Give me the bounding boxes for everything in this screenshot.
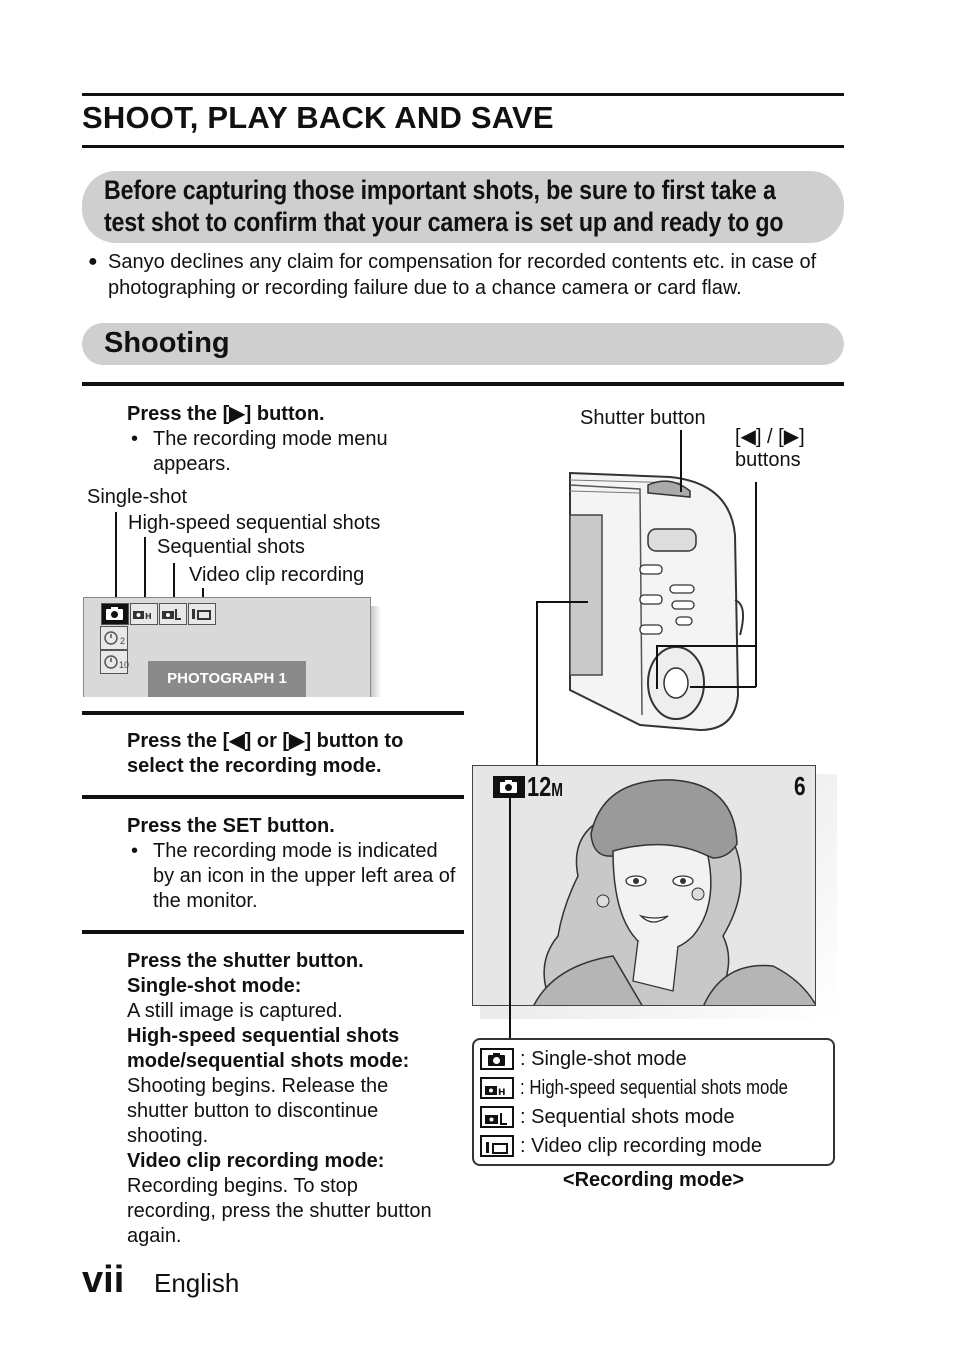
step-3-bullet-text: The recording mode is indicated by an icon in the upper left area of the monitor. bbox=[153, 840, 456, 912]
step-4 bbox=[127, 949, 452, 1249]
warning-line-2: test shot to confirm that your camera is set up and ready to go bbox=[104, 207, 784, 237]
legend-sequential-icon bbox=[480, 1106, 514, 1128]
step-divider-1 bbox=[82, 711, 464, 715]
step-2-line-2: select the recording mode. bbox=[127, 755, 382, 777]
recording-mode-legend bbox=[472, 1038, 835, 1166]
shooting-rule bbox=[82, 382, 844, 386]
sequential-mode-heading-1: High-speed sequential shots bbox=[127, 1025, 400, 1047]
legend-caption: <Recording mode> bbox=[562, 1169, 745, 1191]
bullet-mark: • bbox=[131, 428, 139, 450]
photograph-1-image-tag: PHOTOGRAPH 1 bbox=[148, 661, 306, 697]
video-clip-icon bbox=[188, 603, 216, 625]
shooting-heading: Shooting bbox=[104, 327, 230, 359]
leader-single bbox=[115, 512, 117, 604]
lcd-leader-v bbox=[536, 601, 538, 765]
monitor-icon-leader bbox=[509, 797, 511, 1040]
video-mode-heading: Video clip recording mode: bbox=[127, 1150, 385, 1172]
warning-line-1: Before capturing those important shots, be sure to first take a bbox=[104, 175, 776, 205]
arrow-buttons-label-2: buttons bbox=[735, 449, 801, 471]
sequential-mode-heading-2: mode/sequential shots mode: bbox=[127, 1050, 410, 1072]
step-3 bbox=[127, 814, 457, 914]
step-divider-2 bbox=[82, 795, 464, 799]
sequential-shots-icon bbox=[159, 603, 187, 625]
lcd-leader-h bbox=[536, 601, 588, 603]
monitor-screen bbox=[472, 765, 816, 1006]
language-label: English bbox=[154, 1268, 240, 1298]
step-2-line-1: Press the [◀] or [▶] button to bbox=[127, 730, 404, 752]
step-2 bbox=[127, 729, 457, 779]
step-4-heading: Press the shutter button. bbox=[127, 950, 364, 972]
single-shot-icon bbox=[101, 603, 129, 625]
step-3-bullet bbox=[127, 839, 457, 914]
step-1-heading: Press the [▶] button. bbox=[127, 403, 325, 425]
single-shot-mode-text: A still image is captured. bbox=[127, 1000, 343, 1022]
portrait-illustration bbox=[473, 766, 816, 1006]
self-timer-10-label: 10 bbox=[119, 660, 130, 670]
single-shot-mode-heading: Single-shot mode: bbox=[127, 975, 302, 997]
arrow-buttons-label-1: [◀] / [▶] bbox=[735, 426, 805, 448]
resolution-indicator bbox=[527, 771, 563, 803]
monitor-single-shot-icon bbox=[493, 776, 525, 798]
shutter-button-label: Shutter button bbox=[580, 407, 706, 429]
legend-sequential-text: : Sequential shots mode bbox=[520, 1106, 735, 1128]
sequential-mode-text: Shooting begins. Release the shutter button to discontinue shooting. bbox=[127, 1075, 389, 1147]
label-single-shot: Single-shot bbox=[87, 486, 188, 508]
step-divider-3 bbox=[82, 930, 464, 934]
legend-single-text: : Single-shot mode bbox=[520, 1048, 687, 1070]
svg-text:H: H bbox=[145, 612, 152, 621]
legend-video-icon bbox=[480, 1135, 514, 1157]
dial-indicator-box bbox=[656, 645, 756, 689]
step-1-bullet bbox=[127, 427, 447, 477]
camera-illustration bbox=[530, 425, 770, 765]
self-timer-2-label: 2 bbox=[120, 636, 126, 646]
title-underline bbox=[82, 145, 844, 148]
step-1 bbox=[127, 402, 447, 477]
label-high-speed: High-speed sequential shots bbox=[128, 512, 381, 534]
bullet-dot: ● bbox=[88, 253, 98, 270]
resolution-value: 12 bbox=[527, 771, 552, 802]
disclaimer-text: Sanyo declines any claim for compensation for recorded contents etc. in case of photographing or recording failure due to a chance camera or card flaw. bbox=[108, 251, 817, 299]
step-1-bullet-text: The recording mode menu appears. bbox=[153, 428, 388, 475]
legend-single-shot-icon bbox=[480, 1048, 514, 1070]
label-video-clip: Video clip recording bbox=[189, 564, 365, 586]
bullet-mark: • bbox=[131, 840, 139, 862]
warning-text bbox=[104, 174, 844, 238]
legend-high-speed-icon bbox=[480, 1077, 514, 1099]
step-3-heading: Press the SET button. bbox=[127, 815, 335, 837]
legend-high-speed-text: : High-speed sequential shots mode bbox=[520, 1077, 789, 1099]
resolution-unit: M bbox=[551, 780, 564, 800]
top-rule bbox=[82, 93, 844, 96]
video-mode-text: Recording begins. To stop recording, press the shutter button again. bbox=[127, 1175, 432, 1247]
legend-video-text: : Video clip recording mode bbox=[520, 1135, 762, 1157]
page-title: SHOOT, PLAY BACK AND SAVE bbox=[82, 100, 554, 135]
remaining-shots: 6 bbox=[794, 771, 806, 801]
page-number: vii bbox=[82, 1259, 125, 1301]
shutter-leader bbox=[680, 430, 682, 492]
high-speed-sequential-icon bbox=[130, 603, 158, 625]
leader-high-speed bbox=[144, 537, 146, 604]
label-sequential: Sequential shots bbox=[157, 536, 305, 558]
svg-text:H: H bbox=[498, 1088, 506, 1098]
